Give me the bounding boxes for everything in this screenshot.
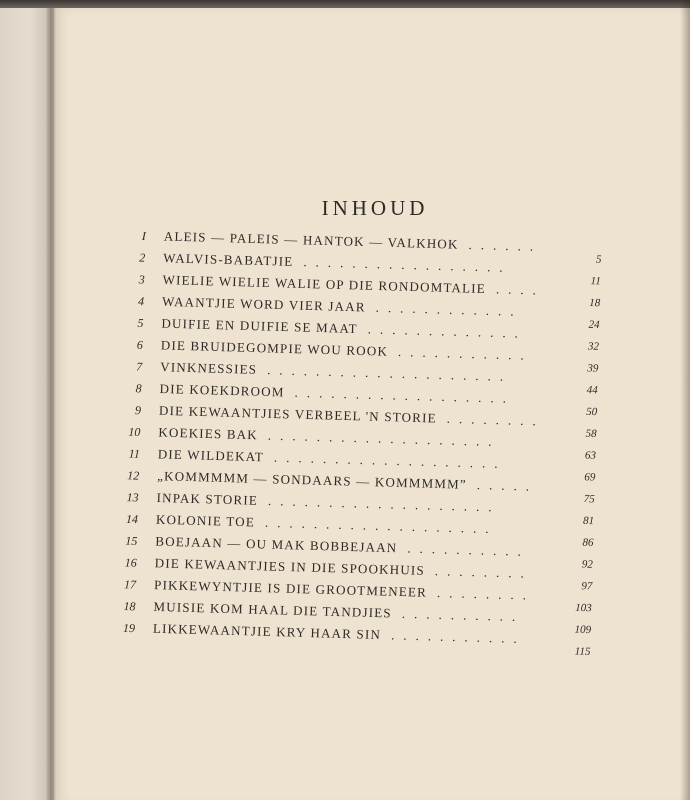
entry-title: LIKKEWAANTJIE KRY HAAR SIN [152,620,382,643]
entry-page-number: 69 [584,471,596,484]
entry-page-number: 103 [575,601,592,615]
entry-title: PIKKEWYNTJIE IS DIE GROOTMENEER [153,577,428,600]
entry-page-number: 81 [582,514,595,528]
entry-title: „KOMMMMM — SONDAARS — KOMMMMM” [156,468,468,492]
entry-title: VINKNESSIES [160,359,258,377]
entry-page-number: 115 [574,645,591,658]
leader-dots: ................... [264,514,498,537]
entry-title: ALEIS — PALEIS — HANTOK — VALKHOK [163,228,459,252]
leader-dots: .... [495,281,546,298]
entry-page-number: 11 [590,275,601,288]
entry-number: 6 [136,337,144,352]
leader-dots: .................... [266,362,513,385]
entry-page-number: 39 [587,362,599,375]
entry-title: WIELIE WIELIE WALIE OP DIE RONDOMTALIE [162,272,487,297]
contents-heading: INHOUD [321,196,429,220]
entry-page-number: 32 [587,340,600,353]
leader-dots: ................... [273,449,507,472]
entry-page-number: 58 [585,427,597,440]
leader-dots: ..... [476,477,539,494]
entry-number: 5 [137,315,144,331]
entry-title: WAANTJIE WORD VIER JAAR [161,293,366,315]
entry-number: 4 [137,294,145,309]
entry-title: MUISIE KOM HAAL DIE TANDJIES [153,598,393,621]
leader-dots: ........... [397,344,533,363]
entry-number: 3 [138,272,145,287]
toc-entries [122,228,602,658]
leader-dots: ................... [267,427,501,450]
leader-dots: ........ [434,563,534,581]
entry-number: 10 [128,424,141,440]
entry-number: 14 [125,511,139,527]
leader-dots: .................. [294,384,516,406]
toc-entry [122,620,591,658]
entry-number: 11 [128,446,141,461]
entry-number: 16 [124,555,137,570]
entry-title: DUIFIE EN DUIFIE SE MAAT [161,315,358,337]
entry-number: 19 [122,620,136,636]
leader-dots: .......... [407,540,531,559]
leader-dots: ........... [390,627,526,647]
entry-page-number: 63 [584,449,597,462]
leader-dots: ................... [267,493,501,515]
entry-title: DIE BRUIDEGOMPIE WOU ROOK [160,337,389,359]
entry-number: 2 [139,250,146,265]
entry-page-number: 92 [581,558,594,571]
entry-title: DIE KEWAANTJIES VERBEEL 'N STORIE [158,402,437,426]
leader-dots: ...... [468,236,543,255]
entry-page-number: 50 [585,405,598,419]
entry-number: 12 [127,468,140,483]
entry-title: INPAK STORIE [156,489,259,508]
entry-title: KOLONIE TOE [155,511,256,530]
entry-page-number: 5 [595,253,602,266]
leader-dots: ........ [446,410,545,429]
leader-dots: ............ [375,299,523,319]
entry-number: 13 [126,490,139,505]
entry-page-number: 75 [583,493,595,506]
entry-title: KOEKIES BAK [158,424,259,443]
entry-title: DIE WILDEKAT [157,446,265,465]
leader-dots: ................. [303,254,512,275]
entry-number: 15 [125,533,138,549]
entry-title: BOEJAAN — OU MAK BOBBEJAAN [155,533,398,556]
entry-page-number: 24 [588,318,600,332]
entry-page-number: 86 [582,536,594,549]
entry-number: I [141,228,147,243]
entry-page-number: 18 [589,296,601,310]
entry-number: 7 [136,359,143,374]
leader-dots: .......... [401,605,525,625]
entry-number: 17 [123,577,137,592]
entry-number: 9 [134,403,142,418]
entry-title: DIE KEWAANTJIES IN DIE SPOOKHUIS [154,555,426,578]
entry-page-number: 97 [581,580,593,593]
entry-title: DIE KOEKDROOM [159,380,285,400]
entry-number: 18 [123,599,136,614]
entry-title: WALVIS-BABATJIE [163,250,294,269]
leader-dots: ........ [436,585,536,603]
leader-dots: ............. [367,321,528,341]
entry-number: 8 [135,381,142,396]
entry-page-number: 44 [586,384,598,397]
entry-page-number: 109 [574,623,592,637]
